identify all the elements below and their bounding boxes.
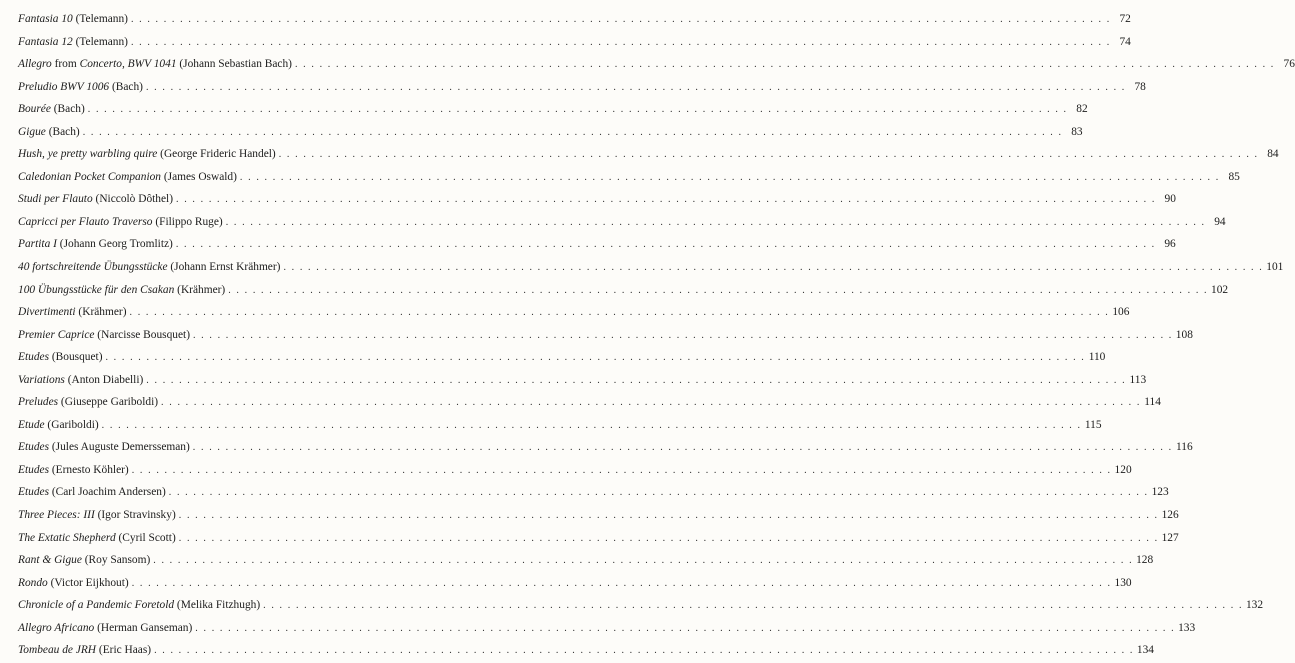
page-number: 74 bbox=[1119, 35, 1131, 48]
toc-entry-title bbox=[18, 346, 102, 369]
dot-leader: . . . . . . . . . . . . . . . . . . . . . . . . . . . . . . . . . . . . . . . . . . . . . . . . . . . . . . . . . . . . . . . . . . . . . . . . . . . . . . . . . . . . . . . . . . . . . . . . . . . . . . . . . . . . . . . . . . . . . . . . bbox=[130, 36, 1111, 48]
dot-leader: . . . . . . . . . . . . . . . . . . . . . . . . . . . . . . . . . . . . . . . . . . . . . . . . . . . . . . . . . . . . . . . . . . . . . . . . . . . . . . . . . . . . . . . . . . . . . . . . . . . . . . . . . . . . . . . . . . . . . . . . bbox=[195, 622, 1176, 634]
work-title: Premier Caprice bbox=[18, 328, 95, 341]
page-number: 110 bbox=[1088, 351, 1106, 364]
work-title: Preludio BWV 1006 bbox=[18, 80, 110, 93]
page-number: 132 bbox=[1245, 599, 1264, 612]
dot-leader: . . . . . . . . . . . . . . . . . . . . . . . . . . . . . . . . . . . . . . . . . . . . . . . . . . . . . . . . . . . . . . . . . . . . . . . . . . . . . . . . . . . . . . . . . . . . . . . . . . . . . . . . . . . . . . . . . . . . . . . . bbox=[129, 307, 1110, 319]
page-number: 123 bbox=[1151, 486, 1169, 499]
dot-leader: . . . . . . . . . . . . . . . . . . . . . . . . . . . . . . . . . . . . . . . . . . . . . . . . . . . . . . . . . . . . . . . . . . . . . . . . . . . . . . . . . . . . . . . . . . . . . . . . . . . . . . . . . . . . . . . . . . . . . . . . bbox=[283, 262, 1264, 274]
composer-text: (Johann Ernst Krähmer) bbox=[167, 261, 281, 274]
composer-text: (Igor Stravinsky) bbox=[94, 509, 176, 522]
toc-entry bbox=[18, 143, 1279, 166]
toc-entry bbox=[18, 527, 1179, 550]
toc-entry-title bbox=[18, 527, 176, 550]
page-number: 72 bbox=[1119, 13, 1131, 25]
dot-leader: . . . . . . . . . . . . . . . . . . . . . . . . . . . . . . . . . . . . . . . . . . . . . . . . . . . . . . . . . . . . . . . . . . . . . . . . . . . . . . . . . . . . . . . . . . . . . . . . . . . . . . . . . . . . . . . . . . . . . . . . bbox=[192, 442, 1173, 454]
page-number: 130 bbox=[1114, 576, 1132, 589]
composer-text: (Cyril Scott) bbox=[115, 531, 176, 544]
composer-text: (Niccolò Dôthel) bbox=[92, 193, 174, 206]
page-number: 83 bbox=[1071, 125, 1083, 138]
work-title: Etude bbox=[18, 418, 45, 431]
toc-entry bbox=[18, 279, 1229, 302]
page-number: 114 bbox=[1144, 396, 1161, 409]
dot-leader: . . . . . . . . . . . . . . . . . . . . . . . . . . . . . . . . . . . . . . . . . . . . . . . . . . . . . . . . . . . . . . . . . . . . . . . . . . . . . . . . . . . . . . . . . . . . . . . . . . . . . . . . . . . . . . . . . . . . . . . . bbox=[101, 419, 1082, 431]
composer-text: (Gariboldi) bbox=[44, 418, 99, 431]
work-title: Etudes bbox=[18, 463, 50, 476]
toc-entry bbox=[18, 481, 1169, 504]
work-title: Capricci per Flauto Traverso bbox=[18, 215, 153, 228]
composer-text: (Herman Ganseman) bbox=[94, 621, 193, 634]
composer-text: (Krähmer) bbox=[75, 306, 127, 319]
dot-leader: . . . . . . . . . . . . . . . . . . . . . . . . . . . . . . . . . . . . . . . . . . . . . . . . . . . . . . . . . . . . . . . . . . . . . . . . . . . . . . . . . . . . . . . . . . . . . . . . . . . . . . . . . . . . . . . . . . . . . . . . bbox=[146, 374, 1127, 386]
page-number: 127 bbox=[1161, 531, 1179, 544]
page-number: 106 bbox=[1112, 306, 1130, 319]
dot-leader: . . . . . . . . . . . . . . . . . . . . . . . . . . . . . . . . . . . . . . . . . . . . . . . . . . . . . . . . . . . . . . . . . . . . . . . . . . . . . . . . . . . . . . . . . . . . . . . . . . . . . . . . . . . . . . . . . . . . . . . . bbox=[225, 216, 1206, 228]
work-title: Gigue bbox=[18, 125, 46, 138]
toc-entry bbox=[18, 459, 1132, 482]
toc-entry bbox=[18, 639, 1154, 662]
toc-entry-title bbox=[18, 459, 129, 482]
toc-entry bbox=[18, 436, 1193, 459]
work-title: Partita I bbox=[18, 238, 57, 251]
composer-text: (Telemann) bbox=[72, 35, 128, 48]
page-number: 94 bbox=[1214, 215, 1226, 228]
dot-leader: . . . . . . . . . . . . . . . . . . . . . . . . . . . . . . . . . . . . . . . . . . . . . . . . . . . . . . . . . . . . . . . . . . . . . . . . . . . . . . . . . . . . . . . . . . . . . . . . . . . . . . . . . . . . . . . . . . . . . . . . bbox=[176, 194, 1156, 206]
composer-text: (George Frideric Handel) bbox=[157, 148, 276, 161]
dot-leader: . . . . . . . . . . . . . . . . . . . . . . . . . . . . . . . . . . . . . . . . . . . . . . . . . . . . . . . . . . . . . . . . . . . . . . . . . . . . . . . . . . . . . . . . . . . . . . . . . . . . . . . . . . . . . . . . . . . . . . . . bbox=[178, 532, 1159, 544]
toc-entry bbox=[18, 504, 1179, 527]
work-title: Fantasia 10 bbox=[18, 13, 73, 25]
toc-entry bbox=[18, 324, 1193, 347]
toc-entry bbox=[18, 8, 1131, 31]
work-title: Studi per Flauto bbox=[18, 193, 93, 206]
page-number: 90 bbox=[1164, 193, 1176, 206]
dot-leader: . . . . . . . . . . . . . . . . . . . . . . . . . . . . . . . . . . . . . . . . . . . . . . . . . . . . . . . . . . . . . . . . . . . . . . . . . . . . . . . . . . . . . . . . . . . . . . . . . . . . . . . . . . . . . . . . . . . . . . . . bbox=[105, 352, 1086, 364]
dot-leader: . . . . . . . . . . . . . . . . . . . . . . . . . . . . . . . . . . . . . . . . . . . . . . . . . . . . . . . . . . . . . . . . . . . . . . . . . . . . . . . . . . . . . . . . . . . . . . . . . . . . . . . . . . . . . . . . . . . . . . . . bbox=[161, 397, 1141, 409]
work-title: Variations bbox=[18, 373, 65, 386]
work-title: Rondo bbox=[18, 576, 48, 589]
toc-entry-title bbox=[18, 188, 173, 211]
page-number: 128 bbox=[1136, 554, 1154, 567]
toc-entry-title bbox=[18, 8, 128, 31]
page-number: 96 bbox=[1164, 238, 1176, 251]
toc-entry bbox=[18, 53, 1295, 76]
work-title: Allegro Africano bbox=[18, 621, 95, 634]
dot-leader: . . . . . . . . . . . . . . . . . . . . . . . . . . . . . . . . . . . . . . . . . . . . . . . . . . . . . . . . . . . . . . . . . . . . . . . . . . . . . . . . . . . . . . . . . . . . . . . . . . . . . . . . . . . . . . . . . . . . . . . . bbox=[131, 577, 1112, 589]
dot-leader: . . . . . . . . . . . . . . . . . . . . . . . . . . . . . . . . . . . . . . . . . . . . . . . . . . . . . . . . . . . . . . . . . . . . . . . . . . . . . . . . . . . . . . . . . . . . . . . . . . . . . . . . . . . . . . . . . . . . . . . . bbox=[294, 59, 1275, 71]
page-number: 134 bbox=[1136, 644, 1154, 657]
composer-text: (Bach) bbox=[45, 125, 80, 138]
toc-entry-title bbox=[18, 121, 80, 144]
toc-entry-title bbox=[18, 31, 128, 54]
toc-entry-title bbox=[18, 301, 127, 324]
work-title: Etudes bbox=[18, 441, 50, 454]
toc-entry bbox=[18, 391, 1161, 414]
page-number: 108 bbox=[1175, 328, 1193, 341]
page-number: 113 bbox=[1129, 373, 1147, 386]
dot-leader: . . . . . . . . . . . . . . . . . . . . . . . . . . . . . . . . . . . . . . . . . . . . . . . . . . . . . . . . . . . . . . . . . . . . . . . . . . . . . . . . . . . . . . . . . . . . . . . . . . . . . . . . . . . . . . . . . . . . . . . . bbox=[228, 284, 1209, 296]
page-number: 76 bbox=[1283, 58, 1295, 71]
composer-text: (Roy Sansom) bbox=[81, 554, 151, 567]
table-of-contents bbox=[18, 8, 1295, 662]
toc-entry-title bbox=[18, 324, 190, 347]
composer-text: from bbox=[51, 58, 80, 71]
composer-text: (Filippo Ruge) bbox=[152, 215, 223, 228]
work-title: Preludes bbox=[18, 396, 59, 409]
work-title: 40 fortschreitende Übungsstücke bbox=[18, 261, 168, 274]
composer-text: (Bousquet) bbox=[49, 351, 103, 364]
toc-entry-title bbox=[18, 369, 143, 392]
toc-entry-title bbox=[18, 53, 292, 76]
toc-entry bbox=[18, 98, 1088, 121]
dot-leader: . . . . . . . . . . . . . . . . . . . . . . . . . . . . . . . . . . . . . . . . . . . . . . . . . . . . . . . . . . . . . . . . . . . . . . . . . . . . . . . . . . . . . . . . . . . . . . . . . . . . . . . . . . . . . . . . . . . . . . . . bbox=[82, 126, 1063, 138]
toc-entry-title bbox=[18, 98, 85, 121]
page-number: 78 bbox=[1134, 80, 1146, 93]
dot-leader: . . . . . . . . . . . . . . . . . . . . . . . . . . . . . . . . . . . . . . . . . . . . . . . . . . . . . . . . . . . . . . . . . . . . . . . . . . . . . . . . . . . . . . . . . . . . . . . . . . . . . . . . . . . . . . . . . . . . . . . . bbox=[154, 645, 1134, 657]
work-title: Three Pieces: III bbox=[18, 509, 95, 522]
toc-entry-title bbox=[18, 233, 173, 256]
toc-entry-title bbox=[18, 436, 190, 459]
work-title: Bourée bbox=[18, 103, 51, 116]
toc-entry-title bbox=[18, 572, 129, 595]
composer-text: (Narcisse Bousquet) bbox=[94, 328, 190, 341]
toc-entry bbox=[18, 594, 1264, 617]
dot-leader: . . . . . . . . . . . . . . . . . . . . . . . . . . . . . . . . . . . . . . . . . . . . . . . . . . . . . . . . . . . . . . . . . . . . . . . . . . . . . . . . . . . . . . . . . . . . . . . . . . . . . . . . . . . . . . . . . . . . . . . . bbox=[192, 329, 1173, 341]
toc-entry bbox=[18, 211, 1226, 234]
dot-leader: . . . . . . . . . . . . . . . . . . . . . . . . . . . . . . . . . . . . . . . . . . . . . . . . . . . . . . . . . . . . . . . . . . . . . . . . . . . . . . . . . . . . . . . . . . . . . . . . . . . . . . . . . . . . . . . . . . . . . . . . bbox=[87, 104, 1068, 116]
composer-text: (Victor Eijkhout) bbox=[47, 576, 129, 589]
toc-entry-title bbox=[18, 594, 260, 617]
work-title: Tombeau de JRH bbox=[18, 644, 97, 657]
page-number: 116 bbox=[1176, 441, 1193, 454]
work-title: 100 Übungsstücke für den Csakan bbox=[18, 283, 175, 296]
toc-entry-title bbox=[18, 617, 192, 640]
toc-entry bbox=[18, 414, 1102, 437]
toc-entry bbox=[18, 31, 1131, 54]
dot-leader: . . . . . . . . . . . . . . . . . . . . . . . . . . . . . . . . . . . . . . . . . . . . . . . . . . . . . . . . . . . . . . . . . . . . . . . . . . . . . . . . . . . . . . . . . . . . . . . . . . . . . . . . . . . . . . . . . . . . . . . . bbox=[178, 510, 1159, 522]
page-number: 84 bbox=[1267, 148, 1279, 161]
toc-entry-title bbox=[18, 143, 276, 166]
toc-entry bbox=[18, 369, 1147, 392]
composer-text: (Jules Auguste Demersseman) bbox=[49, 441, 190, 454]
composer-text: (Krähmer) bbox=[174, 283, 226, 296]
page-number: 120 bbox=[1114, 463, 1132, 476]
composer-text: (James Oswald) bbox=[161, 170, 237, 183]
work-title: The Extatic Shepherd bbox=[18, 531, 116, 544]
toc-entry-title bbox=[18, 166, 237, 189]
work-title: Hush, ye pretty warbling quire bbox=[18, 148, 158, 161]
toc-entry bbox=[18, 76, 1146, 99]
toc-entry bbox=[18, 188, 1176, 211]
toc-entry bbox=[18, 301, 1130, 324]
toc-entry-title bbox=[18, 639, 151, 662]
toc-entry-title bbox=[18, 414, 99, 437]
work-title: Caledonian Pocket Companion bbox=[18, 170, 161, 183]
composer-text: (Melika Fitzhugh) bbox=[174, 599, 261, 612]
composer-text: (Telemann) bbox=[72, 13, 128, 25]
toc-entry bbox=[18, 617, 1196, 640]
dot-leader: . . . . . . . . . . . . . . . . . . . . . . . . . . . . . . . . . . . . . . . . . . . . . . . . . . . . . . . . . . . . . . . . . . . . . . . . . . . . . . . . . . . . . . . . . . . . . . . . . . . . . . . . . . . . . . . . . . . . . . . . bbox=[239, 171, 1220, 183]
dot-leader: . . . . . . . . . . . . . . . . . . . . . . . . . . . . . . . . . . . . . . . . . . . . . . . . . . . . . . . . . . . . . . . . . . . . . . . . . . . . . . . . . . . . . . . . . . . . . . . . . . . . . . . . . . . . . . . . . . . . . . . . bbox=[130, 14, 1111, 25]
toc-entry bbox=[18, 549, 1154, 572]
page-number: 101 bbox=[1266, 261, 1284, 274]
composer-text: (Johann Sebastian Bach) bbox=[176, 58, 292, 71]
work-title: Concerto, BWV 1041 bbox=[79, 58, 177, 71]
toc-entry-title bbox=[18, 279, 225, 302]
toc-entry bbox=[18, 256, 1284, 279]
composer-text: (Johann Georg Tromlitz) bbox=[56, 238, 173, 251]
page-number: 102 bbox=[1211, 283, 1229, 296]
work-title: Etudes bbox=[18, 486, 50, 499]
toc-entry bbox=[18, 121, 1083, 144]
composer-text: (Anton Diabelli) bbox=[64, 373, 144, 386]
toc-entry-title bbox=[18, 504, 176, 527]
toc-entry-title bbox=[18, 549, 150, 572]
work-title: Etudes bbox=[18, 351, 50, 364]
work-title: Fantasia 12 bbox=[18, 35, 73, 48]
composer-text: (Ernesto Köhler) bbox=[49, 463, 129, 476]
toc-entry bbox=[18, 166, 1240, 189]
toc-entry-title bbox=[18, 391, 158, 414]
toc-entry-title bbox=[18, 481, 166, 504]
composer-text: (Giuseppe Gariboldi) bbox=[58, 396, 159, 409]
work-title: Rant & Gigue bbox=[18, 554, 82, 567]
work-title: Chronicle of a Pandemic Foretold bbox=[18, 599, 175, 612]
dot-leader: . . . . . . . . . . . . . . . . . . . . . . . . . . . . . . . . . . . . . . . . . . . . . . . . . . . . . . . . . . . . . . . . . . . . . . . . . . . . . . . . . . . . . . . . . . . . . . . . . . . . . . . . . . . . . . . . . . . . . . . . bbox=[278, 149, 1259, 161]
toc-entry bbox=[18, 233, 1176, 256]
composer-text: (Bach) bbox=[109, 80, 143, 93]
toc-entry bbox=[18, 572, 1132, 595]
composer-text: (Carl Joachim Andersen) bbox=[49, 486, 166, 499]
composer-text: (Bach) bbox=[50, 103, 85, 116]
dot-leader: . . . . . . . . . . . . . . . . . . . . . . . . . . . . . . . . . . . . . . . . . . . . . . . . . . . . . . . . . . . . . . . . . . . . . . . . . . . . . . . . . . . . . . . . . . . . . . . . . . . . . . . . . . . . . . . . . . . . . . . . bbox=[168, 487, 1149, 499]
toc-entry-title bbox=[18, 211, 223, 234]
page-number: 133 bbox=[1178, 621, 1196, 634]
dot-leader: . . . . . . . . . . . . . . . . . . . . . . . . . . . . . . . . . . . . . . . . . . . . . . . . . . . . . . . . . . . . . . . . . . . . . . . . . . . . . . . . . . . . . . . . . . . . . . . . . . . . . . . . . . . . . . . . . . . . . . . . bbox=[175, 239, 1156, 251]
toc-entry-title bbox=[18, 256, 280, 279]
composer-text: (Eric Haas) bbox=[96, 644, 152, 657]
dot-leader: . . . . . . . . . . . . . . . . . . . . . . . . . . . . . . . . . . . . . . . . . . . . . . . . . . . . . . . . . . . . . . . . . . . . . . . . . . . . . . . . . . . . . . . . . . . . . . . . . . . . . . . . . . . . . . . . . . . . . . . . bbox=[263, 600, 1244, 612]
page-number: 115 bbox=[1084, 418, 1102, 431]
page-number: 126 bbox=[1161, 509, 1179, 522]
page-number: 82 bbox=[1076, 103, 1088, 116]
toc-entry bbox=[18, 346, 1106, 369]
toc-entry-title bbox=[18, 76, 143, 99]
work-title: Divertimenti bbox=[18, 306, 76, 319]
page-number: 85 bbox=[1228, 170, 1240, 183]
work-title: Allegro bbox=[18, 58, 52, 71]
dot-leader: . . . . . . . . . . . . . . . . . . . . . . . . . . . . . . . . . . . . . . . . . . . . . . . . . . . . . . . . . . . . . . . . . . . . . . . . . . . . . . . . . . . . . . . . . . . . . . . . . . . . . . . . . . . . . . . . . . . . . . . . bbox=[153, 555, 1134, 567]
dot-leader: . . . . . . . . . . . . . . . . . . . . . . . . . . . . . . . . . . . . . . . . . . . . . . . . . . . . . . . . . . . . . . . . . . . . . . . . . . . . . . . . . . . . . . . . . . . . . . . . . . . . . . . . . . . . . . . . . . . . . . . . bbox=[131, 464, 1112, 476]
dot-leader: . . . . . . . . . . . . . . . . . . . . . . . . . . . . . . . . . . . . . . . . . . . . . . . . . . . . . . . . . . . . . . . . . . . . . . . . . . . . . . . . . . . . . . . . . . . . . . . . . . . . . . . . . . . . . . . . . . . . . . . . bbox=[145, 81, 1126, 93]
